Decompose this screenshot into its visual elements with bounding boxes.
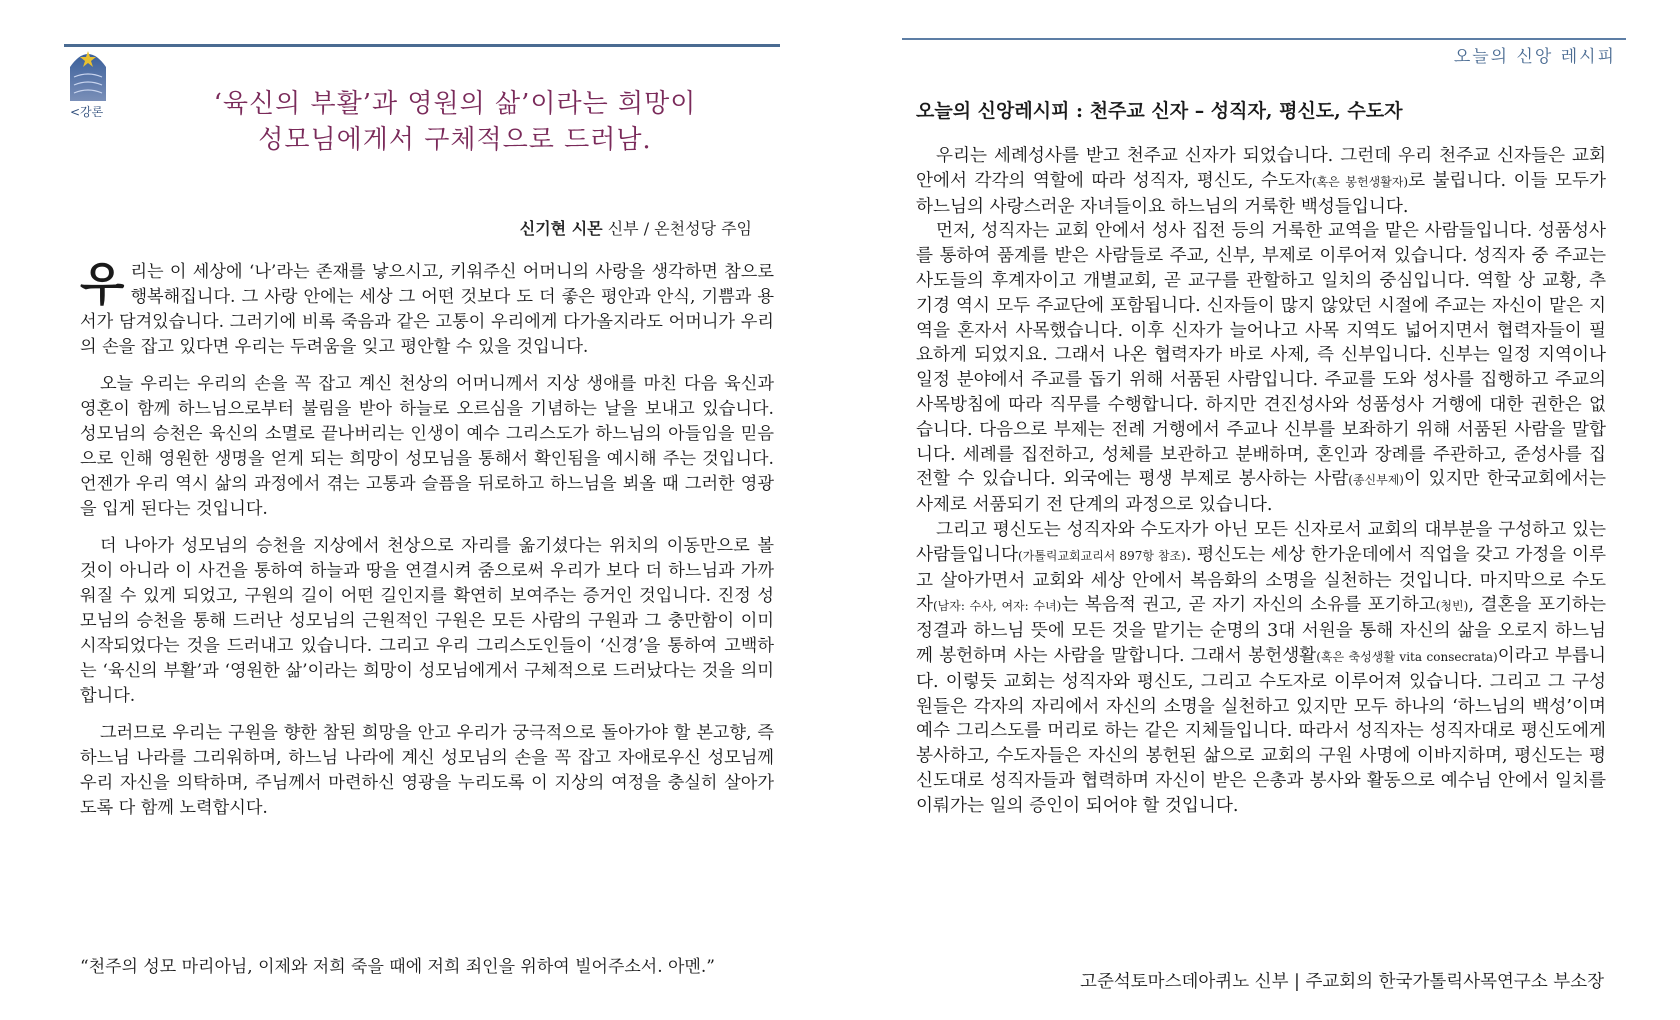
author-signature: 고준석토마스데아퀴노 신부 | 주교회의 한국가톨릭사목연구소 부소장 <box>1080 972 1604 992</box>
paragraph-2: 오늘 우리는 우리의 손을 꼭 잡고 계신 천상의 어머니께서 지상 생애를 마친 다음 육신과 영혼이 함께 하느님으로부터 불림을 받아 하늘로 오르심을 기념하는 날을 보내고 있습니다. 성모님의 승천은 육신의 소멸로 끝나버리는 인생이 예수 그리스도가 하느님의 아들임을 믿음으로 인해 영원한 생명을 얻게 되는 희망이 성모님을 통해서 확인됨을 예시해 주는 것입니다. 언젠가 우리 역시 삶의 과정에서 겪는 고통과 슬픔을 뒤로하고 하느님을 뵈올 때 그러한 영광을 입게 된다는 것입니다. <box>80 374 774 519</box>
paragraph-2: 먼저, 성직자는 교회 안에서 성사 집전 등의 거룩한 교역을 맡은 사람들입니다. 성품성사를 통하여 품계를 받은 사람들로 주교, 신부, 부제로 이루어져 있습니다. 성직자 중 주교는 사도들의 후계자이고 개별교회, 곧 교구를 관할하고 일치의 중심입니다. 역할 상 교황, 추기경 역시 모두 주교단에 포함됩니다. 신자들이 많지 않았던 시절에 주교는 자신이 맡은 지역을 혼자서 사목했습니다. 이후 신자가 늘어나고 사목 지역도 넓어지면서 협력자들이 필요하게 되었지요. 그래서 나온 협력자가 바로 사제, 즉 신부입니다. 신부는 일정 지역이나 일정 분야에서 주교를 돕기 위해 서품된 사람입니다. 주교를 도와 성사를 집행하고 주교의 사목방침에 따라 직무를 수행합니다. 하지만 견진성사와 성품성사 거행에 대한 권한은 없습니다. 다음으로 부제는 전례 거행에서 주교나 신부를 보좌하기 위해 서품된 사람을 말합니다. 세례를 집전하고, 성체를 보관하고 분배하며, 혼인과 장례를 주관하고, 준성사를 집전할 수 있습니다. 외국에는 평생 부제로 봉사하는 사람(종신부제)이 있지만 한국교회에서는 사제로 서품되기 전 단계의 과정으로 있습니다. <box>916 221 1606 516</box>
page-header: 오늘의 신앙 레시피 <box>1453 47 1616 67</box>
paragraph-1: 우리는 이 세상에 ‘나’라는 존재를 낳으시고, 키워주신 어머니의 사랑을 생각하면 참으로 행복해집니다. 그 사랑 안에는 세상 그 어떤 것보다 도 더 좋은 평안과 안식, 기쁨과 용서가 담겨있습니다. 그러기에 비록 죽음과 같은 고통이 우리에게 다가올지라도 어머니가 우리의 손을 잡고 있다면 우리는 두려움을 잊고 평안할 수 있을 것입니다. <box>80 257 774 357</box>
logo-label: <강론 <box>70 105 104 119</box>
title-line-1: ‘육신의 부활’과 영원의 삶’이라는 희망이 <box>213 89 697 119</box>
star-window-logo-icon <box>68 47 108 101</box>
paragraph-4: 그러므로 우리는 구원을 향한 참된 희망을 안고 우리가 궁극적으로 돌아가야 할 본고향, 즉 하느님 나라를 그리워하며, 하느님 나라에 계신 성모님의 손을 꼭 잡고 자애로우신 성모님께 우리 자신을 의탁하며, 주님께서 마련하신 영광을 누리도록 이 지상의 여정을 충실히 살아가도록 다 함께 노력합시다. <box>80 723 774 818</box>
paragraph-1: 우리는 세례성사를 받고 천주교 신자가 되었습니다. 그런데 우리 천주교 신자들은 교회 안에서 각각의 역할에 따라 성직자, 평신도, 수도자(혹은 봉헌생활자)로 불립니다. 이들 모두가 하느님의 사랑스러운 자녀들이요 하느님의 거룩한 백성들입니다. <box>916 146 1607 217</box>
sermon-body <box>80 257 774 833</box>
paragraph-3: 그리고 평신도는 성직자와 수도자가 아닌 모든 신자로서 교회의 대부분을 구성하고 있는 사람들입니다(가톨릭교회교리서 897항 참조). 평신도는 세상 한가운데에서 직업을 갖고 가정을 이루고 살아가면서 교회와 세상 안에서 복음화의 소명을 실천하는 것입니다. 마지막으로 수도자(남자: 수사, 여자: 수녀)는 복음적 권고, 곧 자기 자신의 소유를 포기하고(청빈), 결혼을 포기하는 정결과 하느님 뜻에 모든 것을 맡기는 순명의 3대 서원을 통해 자신의 삶을 오로지 하느님께 봉헌하며 사는 사람을 말합니다. 그래서 봉헌생활(혹은 축성생활 vita consecrata)이라고 부릅니다. 이렇듯 교회는 성직자와 평신도, 그리고 수도자로 이루어져 있습니다. 그리고 그 구성원들은 각자의 자리에서 자신의 소명을 실천하고 있지만 모두 하나의 ‘하느님의 백성’이며 예수 그리스도를 머리로 하는 같은 지체들입니다. 따라서 성직자는 성직자대로 평신도에게 봉사하고, 수도자들은 자신의 봉헌된 삶으로 교회의 구원 사명에 이바지하며, 평신도는 평신도대로 성직자들과 협력하며 자신이 받은 은총과 봉사와 활동으로 예수님 안에서 일치를 이뤄가는 일의 증인이 되어야 할 것입니다. <box>916 519 1606 816</box>
closing-prayer: “천주의 성모 마리아님, 이제와 저희 죽을 때에 저희 죄인을 위하여 빌어주소서. 아멘.” <box>80 957 715 977</box>
author-role: 신부 / 온천성당 주임 <box>602 219 752 238</box>
left-page <box>64 0 780 1020</box>
top-rule <box>64 44 780 47</box>
top-rule <box>902 38 1626 40</box>
title-line-2: 성모님에게서 구체적으로 드러남. <box>258 125 652 155</box>
drop-cap: 우 <box>80 257 125 311</box>
sermon-title <box>160 86 750 158</box>
author-name: 신기현 시몬 <box>519 219 603 238</box>
right-page <box>902 0 1626 1020</box>
byline <box>520 216 752 239</box>
section-title: 오늘의 신앙레시피 : 천주교 신자 – 성직자, 평신도, 수도자 <box>916 100 1403 122</box>
article-body <box>916 144 1606 819</box>
paragraph-3: 더 나아가 성모님의 승천을 지상에서 천상으로 자리를 옮기셨다는 위치의 이동만으로 볼 것이 아니라 이 사건을 통하여 하늘과 땅을 연결시켜 줌으로써 우리가 보다 더 하느님과 가까워질 수 있게 되었고, 구원의 길이 어떤 길인지를 확연히 보여주는 증거인 것입니다. 진정 성모님의 승천을 통해 드러난 성모님의 근원적인 구원은 모든 사람의 구원과 그 충만함이 이미 시작되었다는 것을 드러내고 있습니다. 그리고 우리 그리스도인들이 ‘신경’을 통하여 고백하는 ‘육신의 부활’과 ‘영원한 삶’이라는 희망이 성모님에게서 구체적으로 드러났다는 것을 의미합니다. <box>80 536 774 706</box>
